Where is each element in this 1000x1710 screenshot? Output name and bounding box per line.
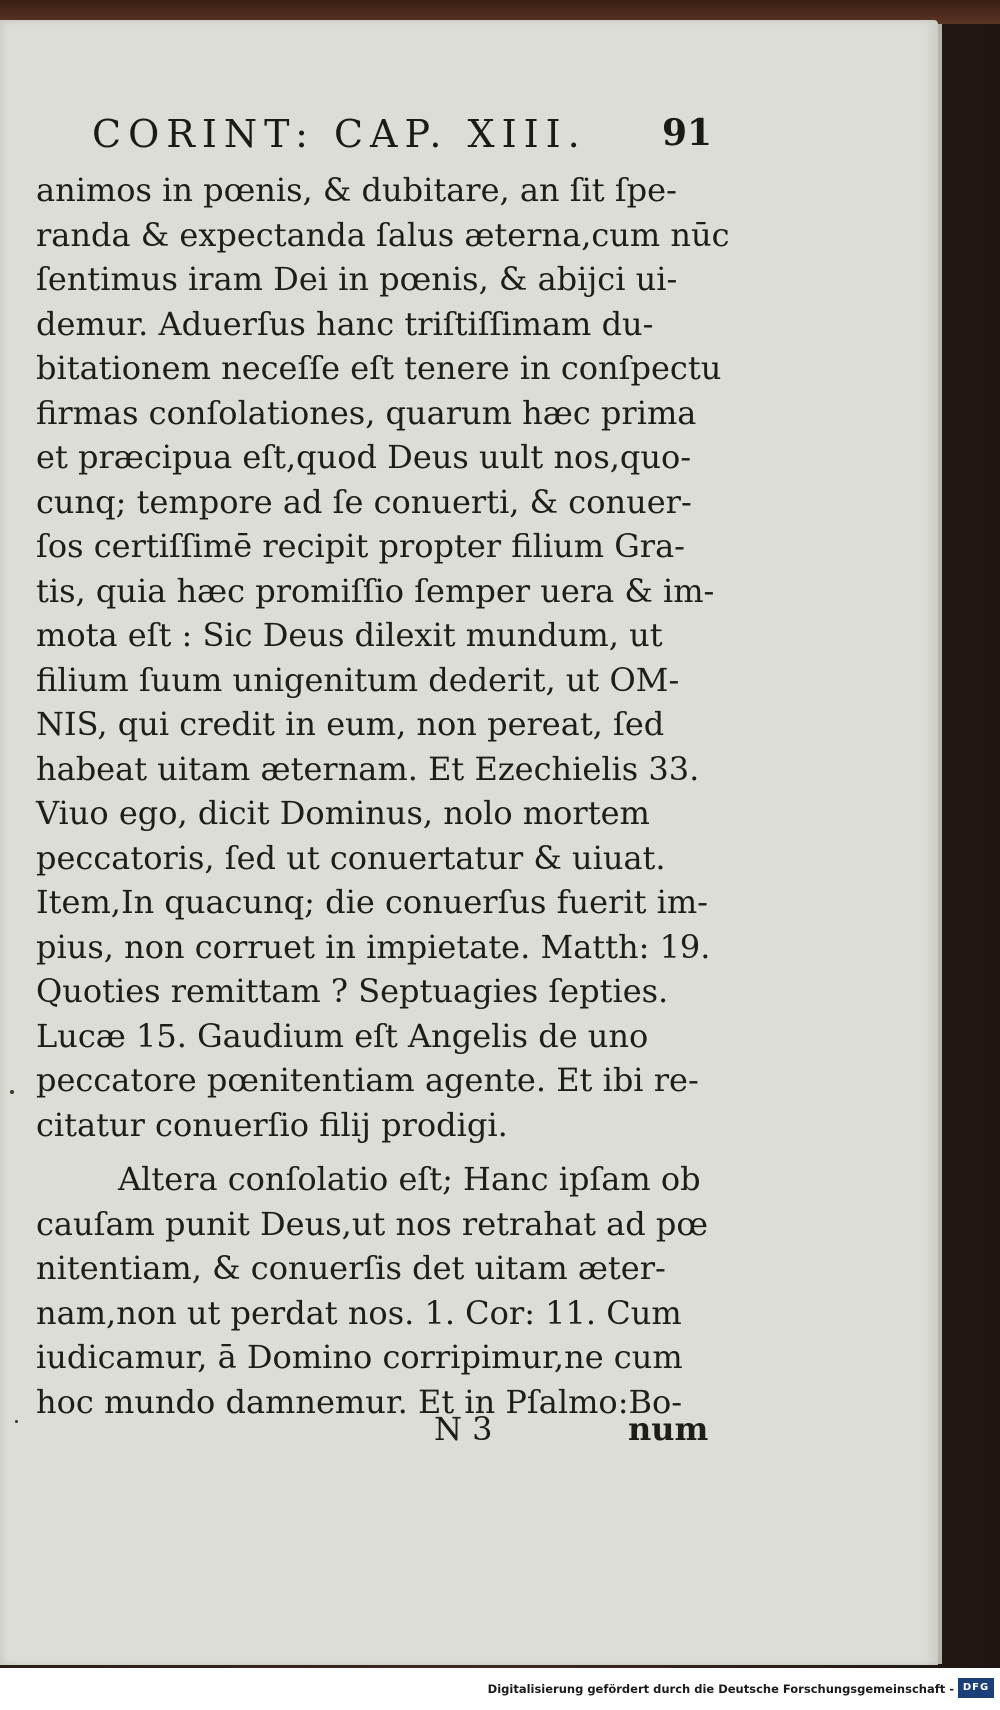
- text-line: tis, quia hæc promiſſio ſemper uera & im-: [36, 571, 715, 610]
- text-line: nitentiam, & conuerſis det uitam æter-: [36, 1249, 666, 1287]
- paragraph-gap: [36, 1147, 706, 1157]
- text-line: filium ſuum unigenitum dederit, ut OM-: [36, 660, 680, 699]
- text-line: cunq; tempore ad ſe conuerti, & conuer-: [36, 482, 692, 521]
- text-line: et præcipua eſt,quod Deus uult nos,quo-: [36, 438, 692, 476]
- paper-speck: [15, 1420, 18, 1423]
- page-number: 91: [662, 112, 713, 154]
- dfg-logo-icon: DFG: [958, 1678, 994, 1698]
- text-line: hoc mundo damnemur. Et in Pſalmo:Bo-: [36, 1382, 683, 1421]
- text-line: iudicamur, ā Domino corripimur,ne cum: [36, 1338, 683, 1376]
- page-edge: [938, 24, 942, 1664]
- catchword: num: [628, 1410, 709, 1448]
- text-line: ſos certiſſimē recipit propter filium Gra-: [36, 527, 685, 565]
- text-line: peccatore pœnitentiam agente. Et ibi re-: [36, 1061, 699, 1099]
- text-line: animos in pœnis, & dubitare, an ſit ſpe-: [36, 171, 677, 209]
- signature-mark: N 3: [434, 1410, 493, 1448]
- running-head: CORINT: CAP. XIII.: [92, 112, 587, 156]
- text-line: Altera conſolatio eſt; Hanc ipſam ob: [118, 1160, 701, 1198]
- digitization-footer: [0, 1668, 1000, 1710]
- text-body: [36, 168, 730, 1424]
- text-line: Lucæ 15. Gaudium eſt Angelis de uno: [36, 1016, 649, 1055]
- digitization-credit: Digitalisierung gefördert durch die Deutsche Forschungsgemeinschaft -: [487, 1682, 954, 1696]
- signature-row: [36, 1410, 709, 1460]
- text-line: citatur conuerſio filij prodigi.: [36, 1105, 508, 1144]
- text-line: cauſam punit Deus,ut nos retrahat ad pœ: [36, 1204, 708, 1243]
- text-line: demur. Aduerſus hanc triſtiſſimam du-: [36, 304, 654, 343]
- text-line: Quoties remittam ? Septuagies ſepties.: [36, 972, 669, 1010]
- text-line: mota eſt : Sic Deus dilexit mundum, ut: [36, 616, 663, 654]
- text-line: NIS, qui credit in eum, non pereat, ſed: [36, 705, 665, 743]
- text-line: ſentimus iram Dei in pœnis, & abijci ui-: [36, 260, 678, 298]
- text-line: randa & expectanda ſalus æterna,cum nūc: [36, 215, 730, 254]
- text-line: bitationem neceſſe eſt tenere in conſpectu: [36, 349, 722, 387]
- paper-speck: [10, 1090, 14, 1094]
- text-line: pius, non corruet in impietate. Matth: 19.: [36, 927, 711, 966]
- text-line: nam,non ut perdat nos. 1. Cor: 11. Cum: [36, 1293, 682, 1332]
- text-line: habeat uitam æternam. Et Ezechielis 33.: [36, 749, 700, 788]
- text-line: Viuo ego, dicit Dominus, nolo mortem: [36, 794, 650, 832]
- text-line: firmas conſolationes, quarum hæc prima: [36, 393, 697, 432]
- text-line: Item,In quacunq; die conuerſus fuerit im-: [36, 883, 708, 921]
- text-line: peccatoris, ſed ut conuertatur & uiuat.: [36, 838, 666, 877]
